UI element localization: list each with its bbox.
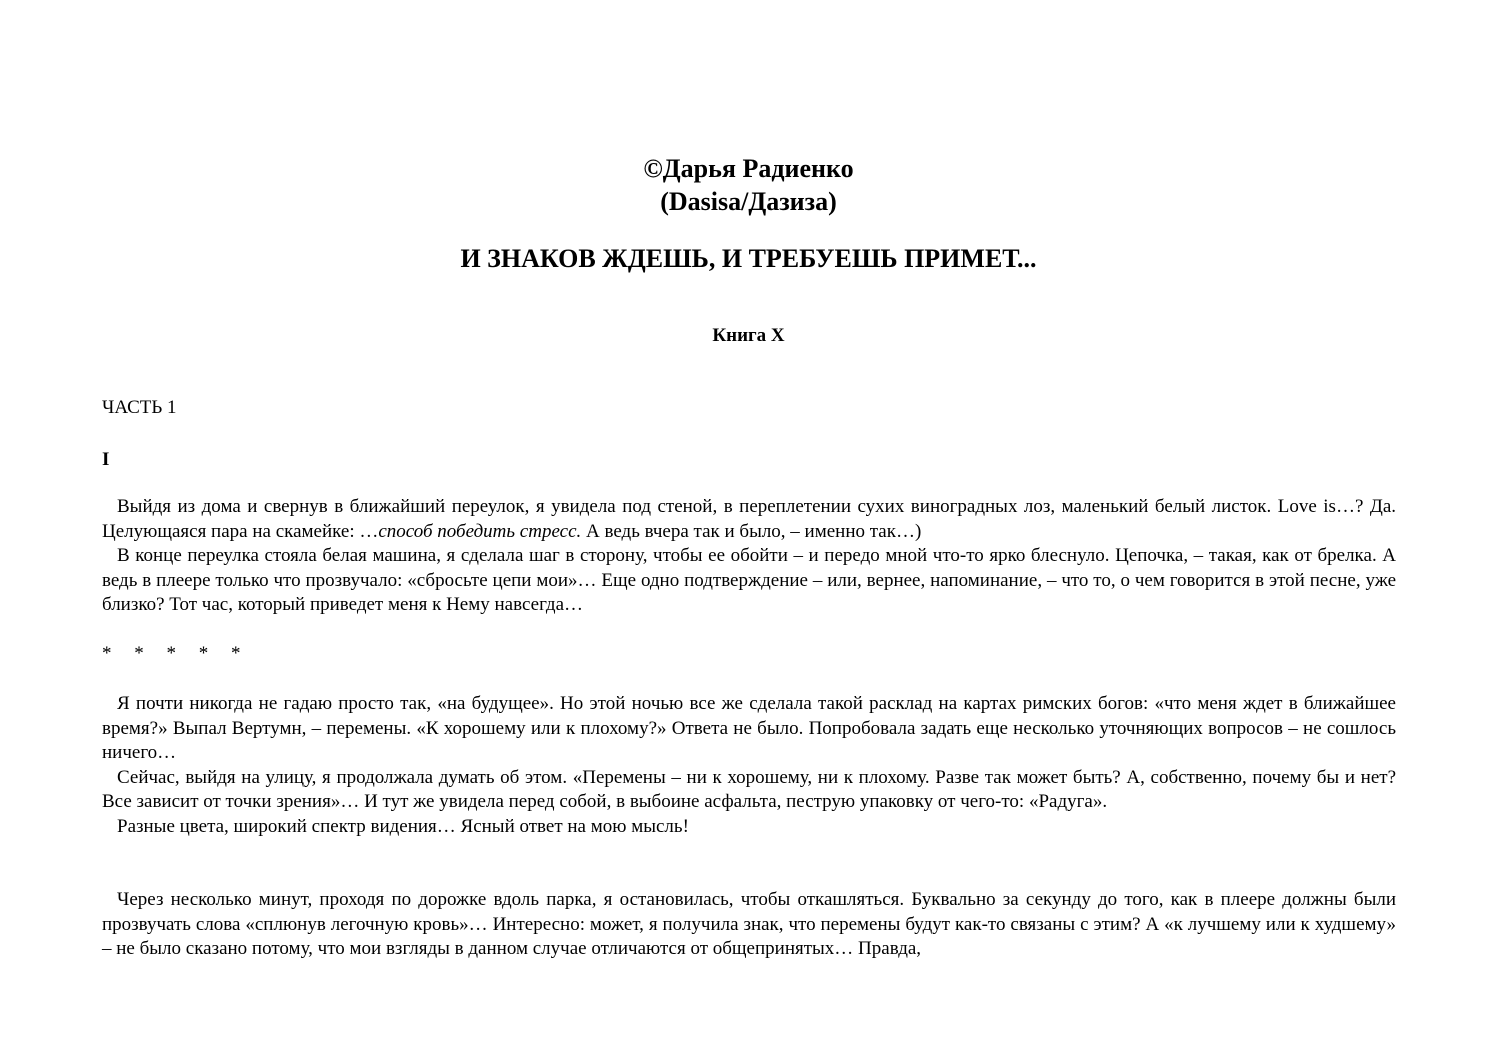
paragraph	[102, 495, 1396, 544]
paragraph-text: Выйдя из дома и свернув в ближайший переулок, я увидела под стеной, в переплетении сухих виноградных лоз, маленький белый листок. Love is…? Да. Целующаяся пара на скамейке: …	[102, 496, 1396, 542]
paragraph: Разные цвета, широкий спектр видения… Ясный ответ на мою мысль!	[117, 815, 689, 837]
author-name: ©Дарья Радиенко	[643, 154, 854, 183]
paragraph: Я почти никогда не гадаю просто так, «на будущее». Но этой ночью все же сделала такой расклад на картах римских богов: «что меня ждет в ближайшее время?» Выпал Вертумн, – перемены. «К хорошему или к плохому?» Ответа не было. Попробовала задать еще несколько уточняющих вопросов – не сошлось ничего…	[102, 693, 1396, 763]
paragraph: Сейчас, выйдя на улицу, я продолжала думать об этом. «Перемены – ни к хорошему, ни к плохому. Разве так может быть? А, собственно, почему бы и нет? Все зависит от точки зрения»… И тут же увидела перед собой, в выбоине асфальта, пеструю упаковку от чего-то: «Радуга».	[102, 766, 1396, 812]
part-heading: ЧАСТЬ 1	[102, 397, 177, 418]
section-separator: * * * * *	[102, 643, 241, 664]
paragraph-italic-text: способ победить стресс.	[378, 520, 582, 542]
author-pseudonym: (Dasisa/Дазиза)	[660, 187, 837, 216]
chapter-heading: I	[102, 449, 110, 470]
book-number: Книга X	[712, 325, 785, 346]
paragraph-text: А ведь вчера так и было, – именно так…)	[581, 520, 922, 542]
author-block	[0, 152, 1497, 218]
book-title: И ЗНАКОВ ЖДЕШЬ, И ТРЕБУЕШЬ ПРИМЕТ...	[460, 244, 1037, 273]
text-section-3	[102, 888, 1396, 962]
paragraph: В конце переулка стояла белая машина, я сделала шаг в сторону, чтобы ее обойти – и передо мной что-то ярко блеснуло. Цепочка, – такая, как от брелка. А ведь в плеере только что прозвучало: «сбросьте цепи мои»… Еще одно подтверждение – или, вернее, напоминание, – что то, о чем говорится в этой песне, уже близко? Тот час, который приведет меня к Нему навсегда…	[102, 545, 1396, 615]
paragraph: Через несколько минут, проходя по дорожке вдоль парка, я остановилась, чтобы откашляться. Буквально за секунду до того, как в плеере должны были прозвучать слова «сплюнув легочную кровь»… Интересно: может, я получила знак, что перемены будут как-то связаны с этим? А «к лучшему или к худшему» – не было сказано потому, что мои взгляды в данном случае отличаются от общепринятых… Правда,	[102, 889, 1396, 959]
text-section-2	[102, 692, 1396, 839]
text-section-1	[102, 495, 1396, 618]
